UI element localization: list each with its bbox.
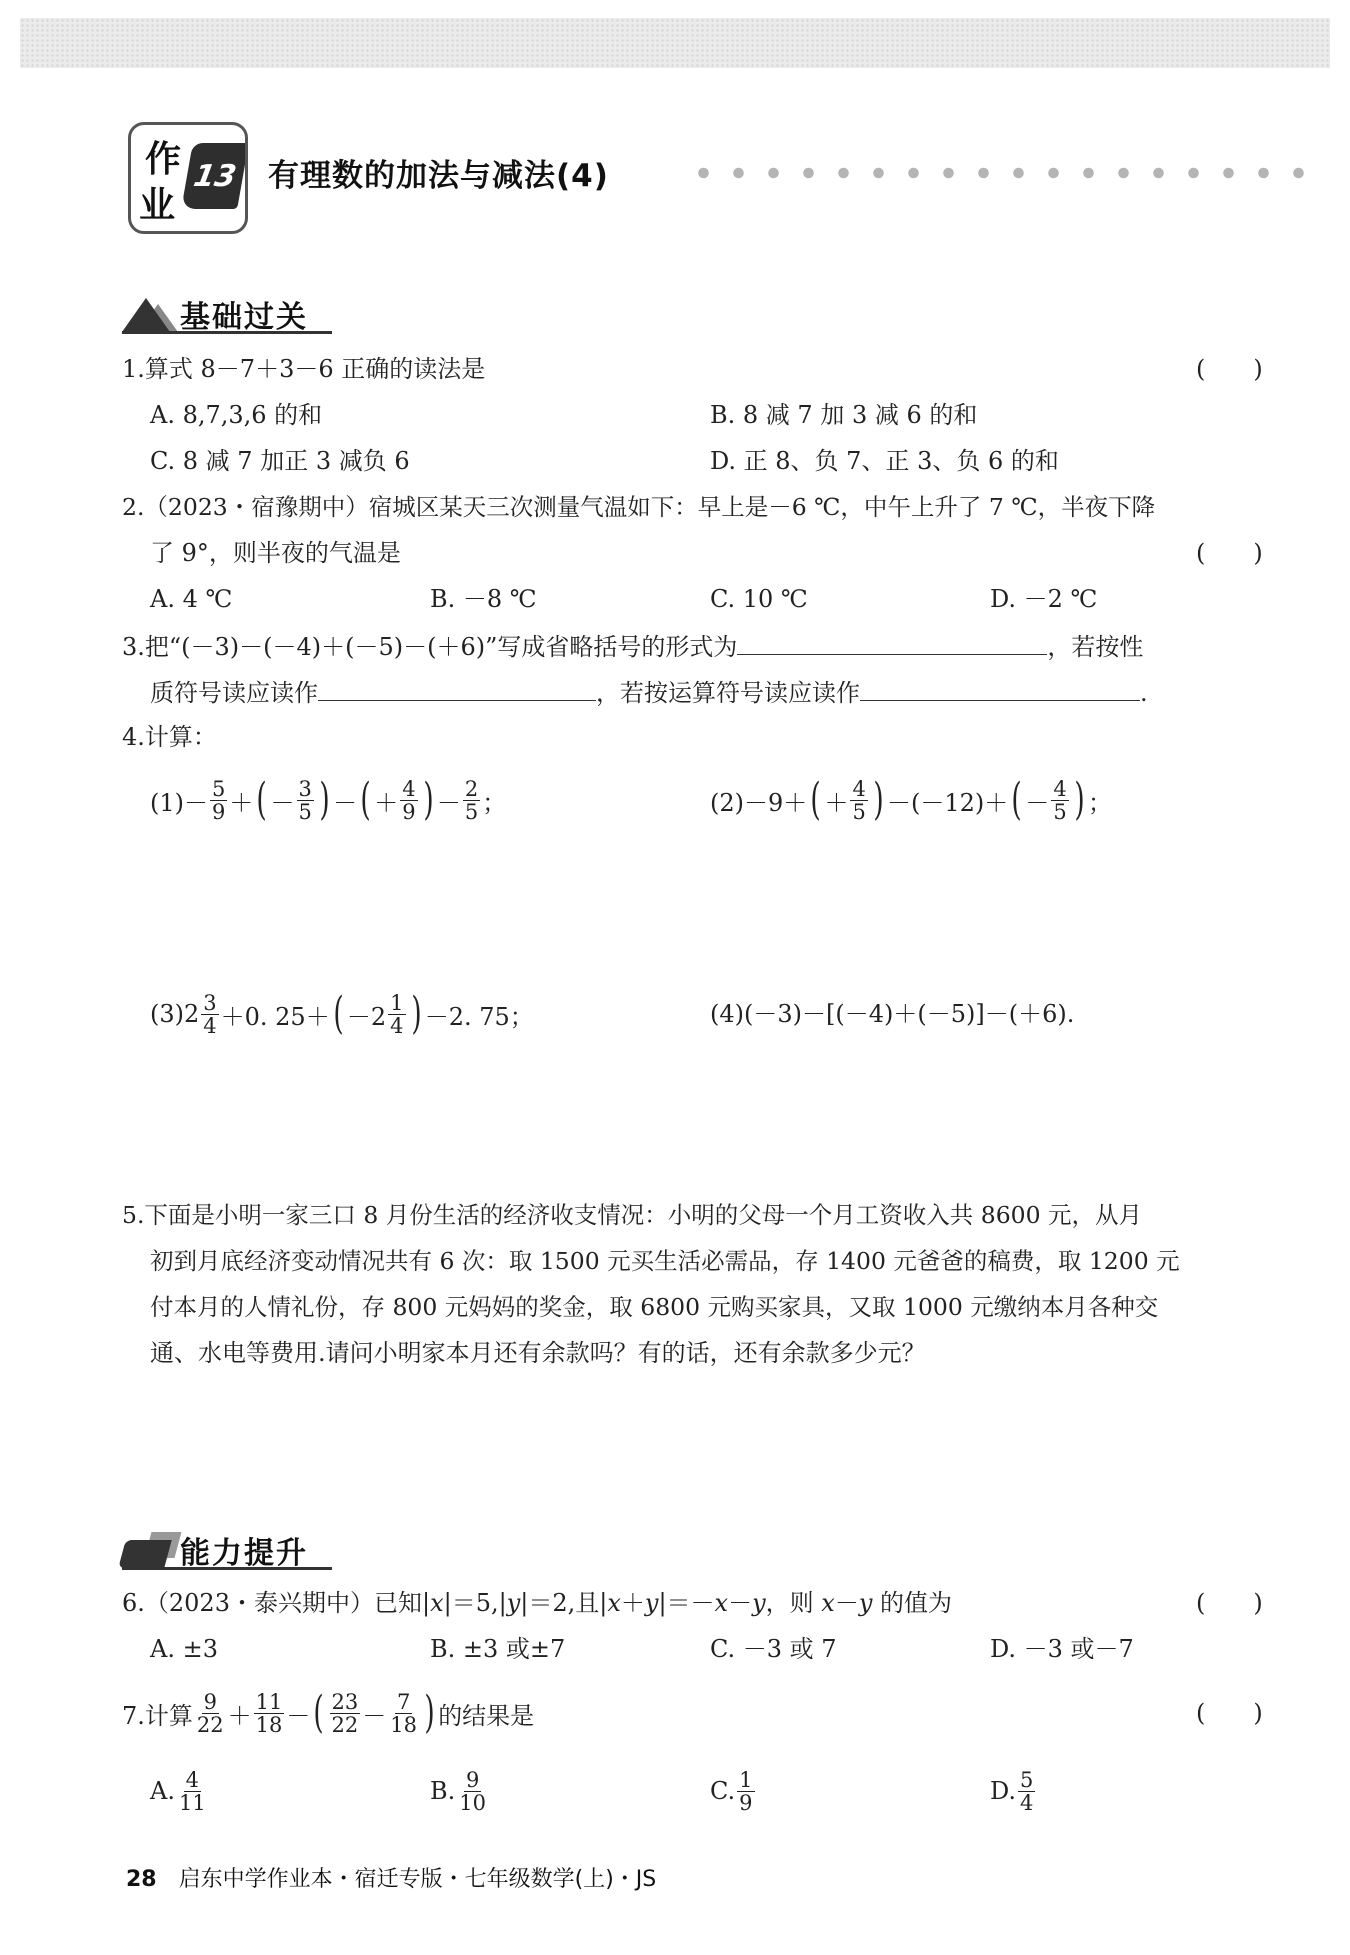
badge-number: 13 — [181, 143, 248, 209]
fraction: $\frac{7}{18}$ — [390, 1689, 418, 1737]
mountain-icon-front — [122, 298, 170, 332]
q4-part2: (2)－9＋ ( ＋ $\frac{4}{5}$ ) －(－12)＋ ( － $\frac{4}{5}$ ) ； — [710, 774, 1112, 825]
q3-line1-text: 3.把“(－3)－(－4)＋(－5)－(＋6)”写成省略括号的形式为 — [122, 633, 738, 661]
q6-option-c: C. －3 或 7 — [710, 1635, 837, 1663]
fraction: $\frac{1}{9}$ — [739, 1767, 753, 1815]
q3-line1-tail: ，若按性 — [1047, 633, 1144, 661]
section-title-advanced: 能力提升 — [180, 1536, 308, 1571]
q7-option-d: D. $\frac{5}{4}$ — [990, 1767, 1034, 1815]
page-number: 28 — [126, 1867, 157, 1892]
q1-answer-paren[interactable]: ( ) — [1196, 355, 1263, 383]
fraction: $\frac{4}{5}$ — [1053, 776, 1067, 824]
fraction: $\frac{5}{9}$ — [212, 776, 226, 824]
q3-blank-3[interactable] — [860, 676, 1140, 701]
q1-option-d: D. 正 8、负 7、正 3、负 6 的和 — [710, 447, 1059, 475]
q7-option-b: B. $\frac{9}{10}$ — [430, 1767, 486, 1815]
fraction: $\frac{2}{5}$ — [464, 776, 479, 824]
q4-part1: (1)－ $\frac{5}{9}$ ＋ ( － $\frac{3}{5}$ ) － ( ＋ $\frac{4}{9}$ ) － $\frac{2}{5}$ ； — [150, 774, 507, 825]
q6-option-d: D. －3 或－7 — [990, 1635, 1134, 1663]
page-footer — [126, 1862, 656, 1893]
fraction: $\frac{5}{4}$ — [1020, 1767, 1034, 1815]
q2-option-d: D. －2 ℃ — [990, 585, 1098, 613]
q7-answer-paren[interactable]: ( ) — [1196, 1699, 1263, 1727]
footer-book-title: 启东中学作业本・宿迁专版・七年级数学(上)・JS — [178, 1867, 657, 1892]
title-dot-leader — [686, 166, 1326, 180]
fraction: $\frac{1}{4}$ — [390, 990, 404, 1038]
q2-stem-line2: 了 9°，则半夜的气温是 — [150, 539, 401, 567]
q2-option-c: C. 10 ℃ — [710, 585, 808, 613]
q4-part3: (3)2 $\frac{3}{4}$ ＋0. 25＋ ( －2 $\frac{1}{4}$ ) －2. 75； — [150, 988, 534, 1039]
q6-stem: 6.（2023・泰兴期中）已知|x|＝5,|y|＝2,且|x＋y|＝－x－y，则 x－y 的值为 — [122, 1589, 953, 1617]
q3-line2-mid: ，若按运算符号读应读作 — [596, 679, 860, 707]
fraction: $\frac{11}{18}$ — [255, 1689, 283, 1737]
q3-line1 — [122, 630, 1143, 662]
q1-option-b: B. 8 减 7 加 3 减 6 的和 — [710, 401, 978, 429]
scan-top-band — [20, 18, 1330, 68]
homework-badge — [128, 122, 248, 234]
section-heading-advanced — [122, 1528, 332, 1574]
q3-blank-1[interactable] — [737, 630, 1047, 655]
section-title-basic: 基础过关 — [180, 300, 308, 335]
badge-char-top: 作 — [145, 139, 182, 180]
q7-stem: 7.计算 $\frac{9}{22}$ ＋ $\frac{11}{18}$ － ( $\frac{23}{22}$ － $\frac{7}{18}$ ) 的结果是 — [122, 1687, 535, 1738]
q2-option-b: B. －8 ℃ — [430, 585, 537, 613]
q1-stem: 1.算式 8－7＋3－6 正确的读法是 — [122, 355, 486, 383]
q3-blank-2[interactable] — [318, 676, 596, 701]
q6-option-a: A. ±3 — [150, 1635, 218, 1663]
q2-answer-paren[interactable]: ( ) — [1196, 539, 1263, 567]
q3-line2 — [150, 676, 1148, 708]
q7-option-a: A. $\frac{4}{11}$ — [150, 1767, 206, 1815]
q3-line2-text: 质符号读应读作 — [150, 679, 318, 707]
page-title: 有理数的加法与减法(4) — [268, 158, 609, 194]
q2-option-a: A. 4 ℃ — [150, 585, 233, 613]
q5-line2: 初到月底经济变动情况共有 6 次：取 1500 元买生活必需品，存 1400 元爸爸的稿费，取 1200 元 — [150, 1247, 1180, 1275]
q6-option-b: B. ±3 或±7 — [430, 1635, 566, 1663]
fraction: $\frac{3}{4}$ — [203, 990, 217, 1038]
q4-part4: (4)(－3)－[(－4)＋(－5)]－(＋6). — [710, 1000, 1075, 1028]
q1-option-c: C. 8 减 7 加正 3 减负 6 — [150, 447, 410, 475]
q1-option-a: A. 8,7,3,6 的和 — [150, 401, 323, 429]
fraction: $\frac{4}{5}$ — [852, 776, 866, 824]
q5-line3: 付本月的人情礼份，存 800 元妈妈的奖金，取 6800 元购买家具，又取 1000 元缴纳本月各种交 — [150, 1293, 1159, 1321]
badge-char-bottom: 业 — [139, 185, 176, 226]
section-heading-basic — [122, 292, 332, 338]
q6-answer-paren[interactable]: ( ) — [1196, 1589, 1263, 1617]
q5-line1: 5.下面是小明一家三口 8 月份生活的经济收支情况：小明的父母一个月工资收入共 8600 元，从月 — [122, 1201, 1143, 1229]
fraction: $\frac{9}{22}$ — [196, 1689, 224, 1737]
fraction: $\frac{4}{11}$ — [178, 1767, 206, 1815]
q4-stem: 4.计算： — [122, 723, 217, 751]
fraction: $\frac{23}{22}$ — [331, 1689, 359, 1737]
q3-line2-end: . — [1140, 679, 1148, 707]
fraction: $\frac{4}{9}$ — [402, 776, 416, 824]
q7-option-c: C. $\frac{1}{9}$ — [710, 1767, 753, 1815]
fraction: $\frac{9}{10}$ — [459, 1767, 486, 1815]
fraction: $\frac{3}{5}$ — [298, 776, 312, 824]
q2-stem-line1: 2.（2023・宿豫期中）宿城区某天三次测量气温如下：早上是－6 ℃，中午上升了 7 ℃，半夜下降 — [122, 493, 1156, 521]
block-icon — [118, 1540, 172, 1568]
q5-line4: 通、水电等费用.请问小明家本月还有余款吗？有的话，还有余款多少元？ — [150, 1339, 926, 1367]
